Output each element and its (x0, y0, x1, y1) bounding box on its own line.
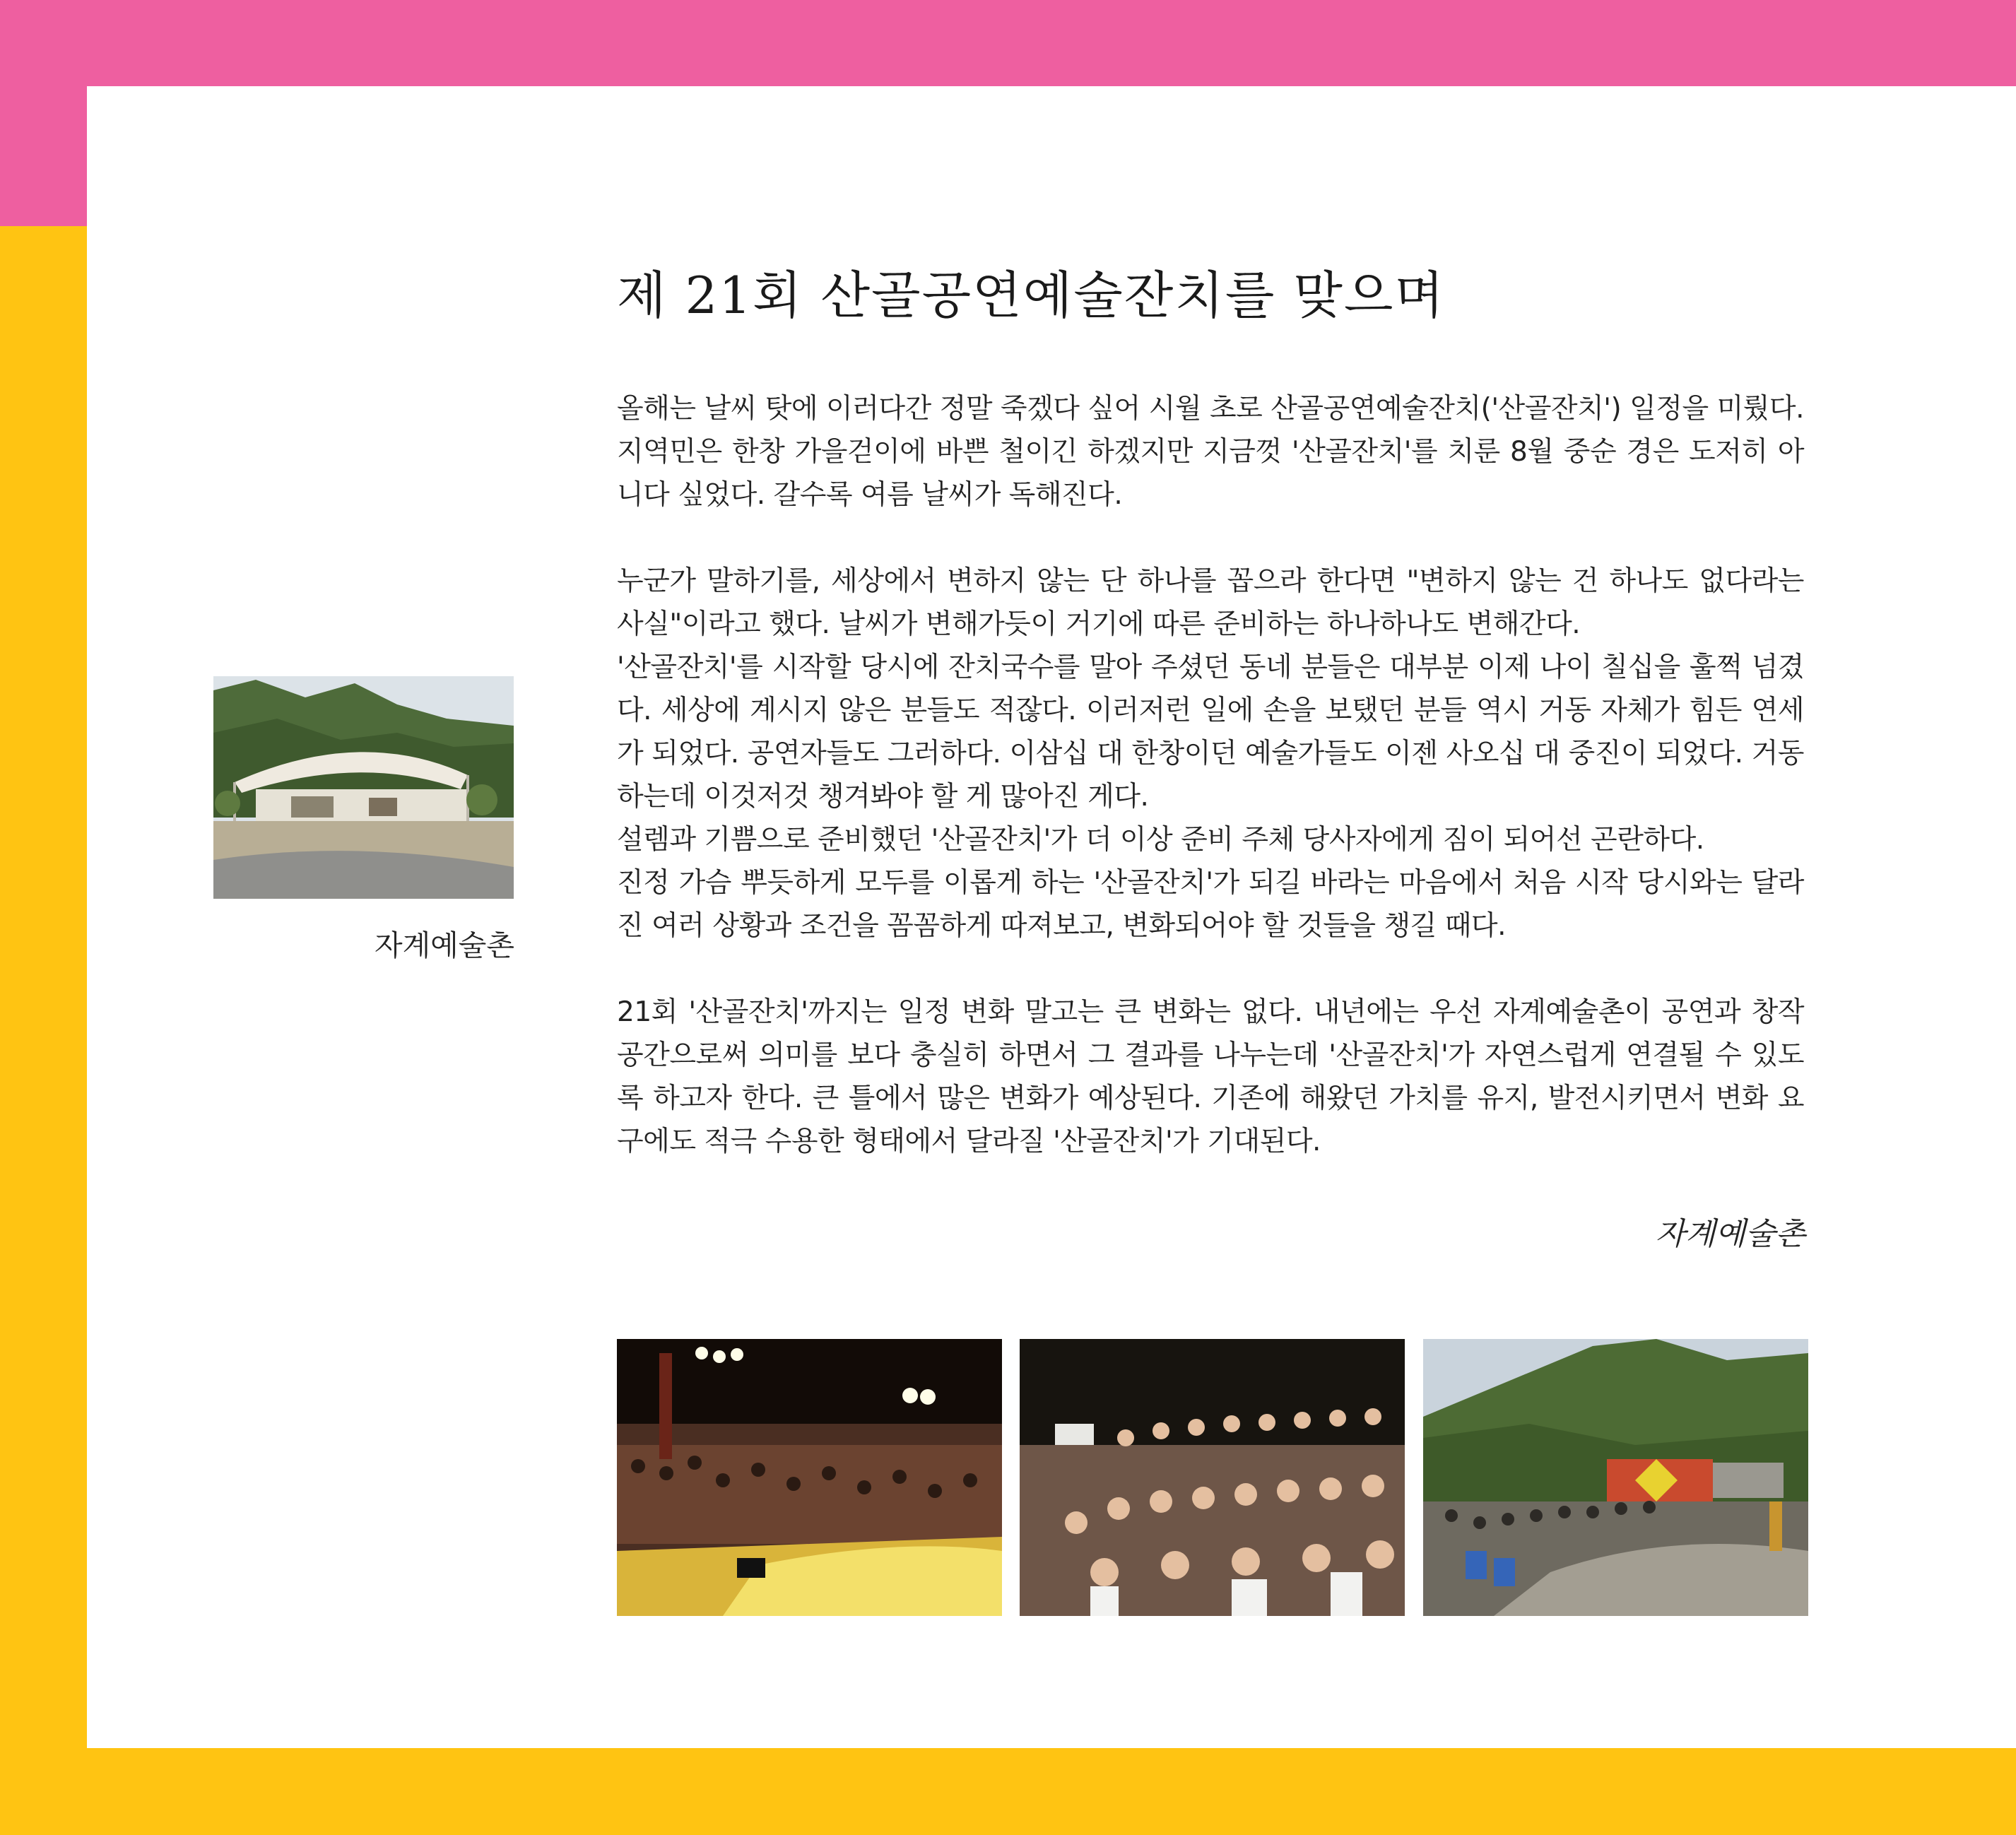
paragraph-3: '산골잔치'를 시작할 당시에 잔치국수를 말아 주셨던 동네 분들은 대부분 이제 나이 칠십을 훌쩍 넘겼다. 세상에 계시지 않은 분들도 적잖다. 이러저런 일에 손을 보탰던 분들 역시 거동 자체가 힘든 연세가 되었다. 공연자들도 그러하다. 이삼십 대 한창이던 예술가들도 이젠 사오십 대 중진이 되었다. 거동하는데 이것저것 챙겨봐야 할 게 많아진 게다. (617, 651, 1804, 813)
top-pink-band (0, 0, 2016, 86)
outdoor-performance-photo (1423, 1339, 1808, 1616)
photo-caption: 자계예술촌 (374, 928, 514, 962)
paragraph-6: 21회 '산골잔치'까지는 일정 변화 말고는 큰 변화는 없다. 내년에는 우선 자계예술촌이 공연과 창작 공간으로써 의미를 보다 충실히 하면서 그 결과를 나누는데 '산골잔치'가 자연스럽게 연결될 수 있도록 하고자 한다. 큰 틀에서 많은 변화가 예상된다. 기존에 해왔던 가치를 유지, 발전시키면서 변화 요구에도 적극 수용한 형태에서 달라질 '산골잔치'가 기대된다. (617, 996, 1804, 1157)
left-yellow-band (0, 226, 87, 1835)
signature: 자계예술촌 (1655, 1216, 1805, 1252)
paragraph-1: 올해는 날씨 탓에 이러다간 정말 죽겠다 싶어 시월 초로 산골공연예술잔치('산골잔치') 일정을 미뤘다. 지역민은 한창 가을걷이에 바쁜 철이긴 하겠지만 지금껏 '산골잔치'를 치룬 8월 중순 경은 도저히 아니다 싶었다. 갈수록 여름 날씨가 독해진다. (617, 393, 1805, 511)
paragraph-4: 설렘과 기쁨으로 준비했던 '산골잔치'가 더 이상 준비 주체 당사자에게 짐이 되어선 곤란하다. (617, 824, 1704, 856)
article-body (617, 387, 1804, 1163)
paragraph-gap (617, 948, 1804, 991)
page-title: 제 21회 산골공연예술잔치를 맞으며 (617, 266, 1446, 325)
left-pink-band (0, 0, 87, 226)
night-audience-photo (617, 1339, 1002, 1616)
crowd-audience-photo (1020, 1339, 1405, 1616)
village-stage-photo (213, 676, 514, 899)
paragraph-gap (617, 517, 1804, 560)
paragraph-2: 누군가 말하기를, 세상에서 변하지 않는 단 하나를 꼽으라 한다면 "변하지 않는 건 하나도 없다라는 사실"이라고 했다. 날씨가 변해가듯이 거기에 따른 준비하는 하나하나도 변해간다. (617, 565, 1804, 640)
paragraph-5: 진정 가슴 뿌듯하게 모두를 이롭게 하는 '산골잔치'가 되길 바라는 마음에서 처음 시작 당시와는 달라진 여러 상황과 조건을 꼼꼼하게 따져보고, 변화되어야 할 것들을 챙길 때다. (617, 867, 1804, 942)
